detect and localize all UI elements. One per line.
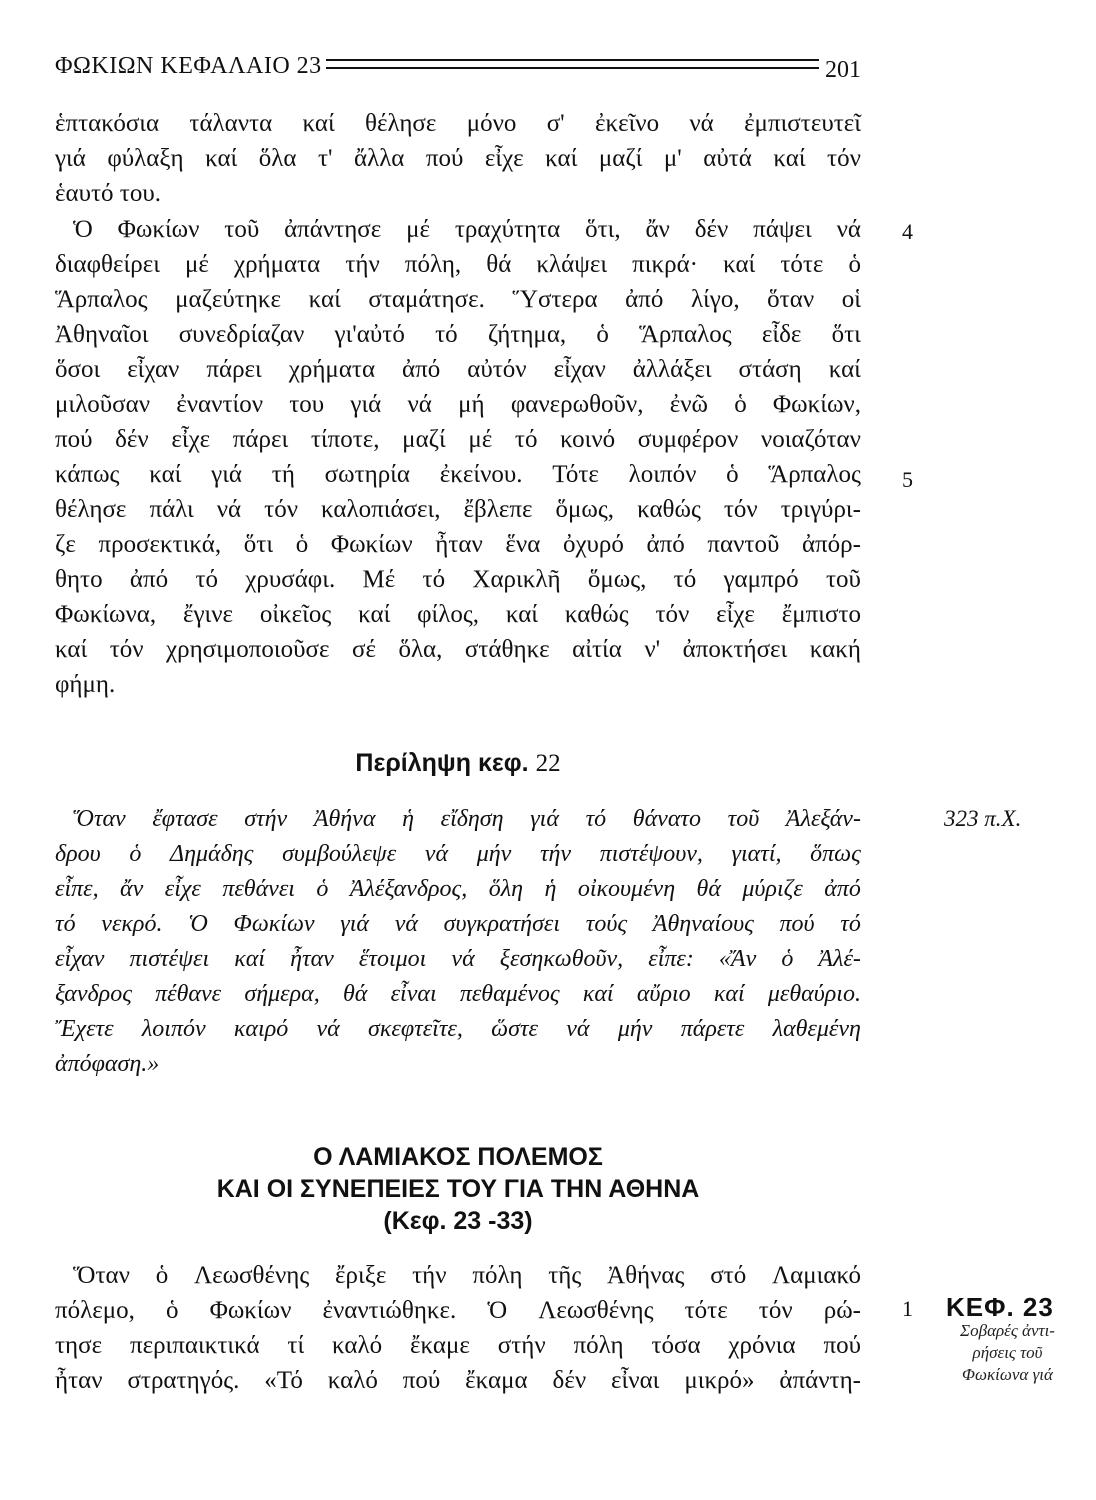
running-head-title: ΦΩΚΙΩΝ ΚΕΦΑΛΑΙΟ 23: [55, 53, 322, 79]
text-line: ἑπτακόσια τάλαντα καί θέλησε μόνο σ' ἐκεῖνο νά ἐμπιστευτεῖ: [55, 110, 861, 137]
text-line: φήμη.: [55, 671, 116, 698]
text-line: ὅσοι εἶχαν πάρει χρήματα ἀπό αὐτόν εἶχαν ἀλλάξει στάση καί: [55, 356, 861, 383]
margin-section-number-5: 5: [902, 467, 913, 492]
margin-date: 323 π.Χ.: [944, 806, 1022, 831]
text-line: Φωκίωνα, ἔγινε οἰκεῖος καί φίλος, καί καθώς τόν εἶχε ἔμπιστο: [55, 601, 861, 628]
text-line: καί τόν χρησιμοποιοῦσε σέ ὅλα, στάθηκε αἰτία ν' ἀποκτήσει κακή: [55, 636, 861, 663]
summary-paragraph: [55, 802, 861, 1082]
text-line: ξανδρος πέθανε σήμερα, θά εἶναι πεθαμένος καί αὔριο καί μεθαύριο.: [55, 981, 861, 1007]
margin-note-line: Φωκίωνα γιά: [962, 1365, 1053, 1384]
margin-chapter-label: ΚΕΦ. 23: [946, 1292, 1054, 1322]
summary-heading-number: 22: [535, 750, 561, 777]
section-paragraph: [55, 1258, 861, 1398]
text-line: ἑαυτό του.: [55, 180, 161, 207]
text-line: κάπως καί γιά τή σωτηρία ἐκείνου. Τότε λοιπόν ὁ Ἅρπαλος: [55, 461, 861, 488]
text-line: τησε περιπαικτικά τί καλό ἔκαμε στήν πόλη τόσα χρόνια πού: [55, 1332, 861, 1359]
running-head-rule: [326, 59, 819, 69]
text-line: τό νεκρό. Ὁ Φωκίων γιά νά συγκρατήσει τούς Ἀθηναίους πού τό: [55, 911, 861, 937]
text-line: θέλησε πάλι νά τόν καλοπιάσει, ἔβλεπε ὅμως, καθώς τόν τριγύρι-: [55, 496, 861, 523]
text-line: διαφθείρει μέ χρήματα τήν πόλη, θά κλάψει πικρά· καί τότε ὁ: [55, 251, 861, 278]
text-line: μιλοῦσαν ἐναντίον του γιά νά μή φανερωθοῦν, ἐνῶ ὁ Φωκίων,: [55, 391, 861, 418]
section-heading-line-3: (Κεφ. 23 -33): [383, 1207, 533, 1235]
text-line: Ἀθηναῖοι συνεδρίαζαν γι'αὐτό τό ζήτημα, ὁ Ἅρπαλος εἶδε ὅτι: [55, 321, 861, 348]
text-line: εἶχαν πιστέψει καί ἦταν ἕτοιμοι νά ξεσηκωθοῦν, εἶπε: «Ἄν ὁ Ἀλέ-: [55, 946, 861, 972]
text-line: Ὁ Φωκίων τοῦ ἀπάντησε μέ τραχύτητα ὅτι, ἄν δέν πάψει νά: [73, 216, 861, 243]
margin-note-line: Σοβαρές ἀντι-: [960, 1321, 1055, 1340]
margin-section-number-1: 1: [902, 1296, 913, 1321]
running-head: [55, 44, 861, 83]
text-line: θητο ἀπό τό χρυσάφι. Μέ τό Χαρικλῆ ὅμως, τό γαμπρό τοῦ: [55, 566, 861, 593]
text-line: Ὅταν ὁ Λεωσθένης ἔριξε τήν πόλη τῆς Ἀθήνας στό Λαμιακό: [73, 1262, 861, 1289]
paragraph-4: [55, 212, 861, 702]
intro-paragraph: [55, 106, 861, 211]
section-heading: [55, 1141, 861, 1237]
margin-note-line: ρήσεις τοῦ: [972, 1343, 1043, 1362]
text-line: ζε προσεκτικά, ὅτι ὁ Φωκίων ἦταν ἕνα ὀχυρό ἀπό παντοῦ ἀπόρ-: [55, 531, 861, 558]
text-line: πόλεμο, ὁ Φωκίων ἐναντιώθηκε. Ὁ Λεωσθένης τότε τόν ρώ-: [55, 1297, 861, 1324]
page-number: 201: [825, 57, 861, 83]
text-line: Ὅταν ἔφτασε στήν Ἀθήνα ἡ εἴδηση γιά τό θάνατο τοῦ Ἀλεξάν-: [73, 806, 861, 832]
summary-heading-label: Περίληψη κεφ.: [355, 749, 529, 777]
margin-section-number-4: 4: [902, 219, 913, 244]
text-line: πού δέν εἶχε πάρει τίποτε, μαζί μέ τό κοινό συμφέρον νοιαζόταν: [55, 426, 861, 453]
text-line: εἶπε, ἄν εἶχε πεθάνει ὁ Ἀλέξανδρος, ὅλη ἡ οἰκουμένη θά μύριζε ἀπό: [55, 876, 861, 902]
section-heading-line-1: Ο ΛΑΜΙΑΚΟΣ ΠΟΛΕΜΟΣ: [313, 1143, 603, 1171]
text-line: Ἔχετε λοιπόν καιρό νά σκεφτεῖτε, ὥστε νά μήν πάρετε λαθεμένη: [55, 1016, 861, 1042]
text-line: ἀπόφαση.»: [55, 1051, 160, 1077]
margin-note: [940, 1320, 1075, 1386]
summary-heading: [55, 749, 861, 778]
text-line: Ἅρπαλος μαζεύτηκε καί σταμάτησε. Ὕστερα ἀπό λίγο, ὅταν οἱ: [55, 286, 861, 313]
section-heading-line-2: ΚΑΙ ΟΙ ΣΥΝΕΠΕΙΕΣ ΤΟΥ ΓΙΑ ΤΗΝ ΑΘΗΝΑ: [216, 1175, 700, 1203]
text-line: δρου ὁ Δημάδης συμβούλεψε νά μήν τήν πιστέψουν, γιατί, ὅπως: [55, 841, 861, 867]
text-line: γιά φύλαξη καί ὅλα τ' ἄλλα πού εἶχε καί μαζί μ' αὐτά καί τόν: [55, 145, 861, 172]
text-line: ἦταν στρατηγός. «Τό καλό πού ἔκαμα δέν εἶναι μικρό» ἀπάντη-: [55, 1367, 861, 1394]
